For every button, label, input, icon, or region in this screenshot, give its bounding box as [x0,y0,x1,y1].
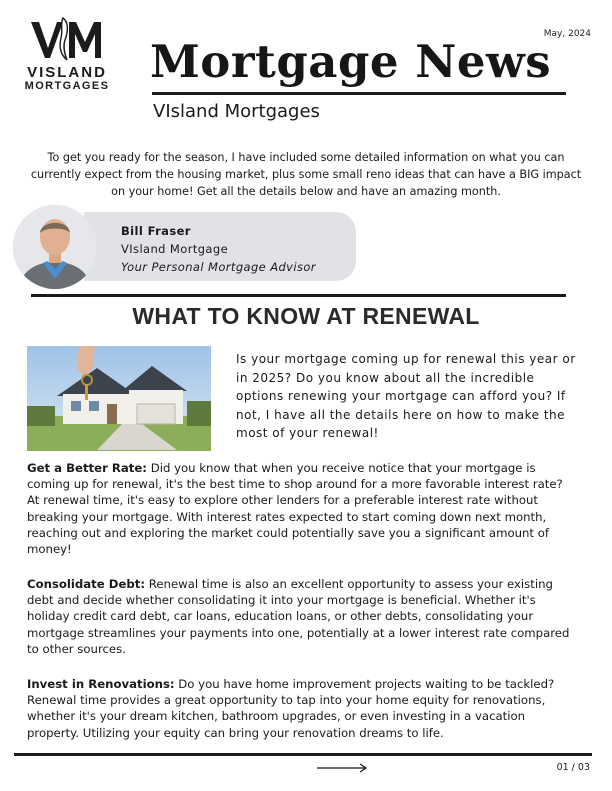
brand-logo [15,16,119,96]
paragraph-better-rate [27,460,575,557]
advisor-company: VIsland Mortgage [121,242,229,256]
paragraph-label: Invest in Renovations: [27,677,175,691]
section-divider [31,294,566,297]
paragraph-label: Get a Better Rate: [27,461,147,475]
logo-wordmark: VISLAND [27,64,107,81]
paragraph-text: Do you have home improvement projects waiting to be tackled? Renewal time provides a great opportunity to tap into your home equity for renovations, whether it's your dream kitchen, bathroom upgrades, or even investing in a vacation property. Utilizing your equity can bring your renovation dreams to life. [27,677,555,740]
advisor-photo [13,205,97,289]
next-page-arrow-icon[interactable] [317,763,369,773]
intro-paragraph: To get you ready for the season, I have included some detailed information on what you can currently expect from the housing market, plus some small reno ideas that can have a BIG impact on your home! Get all the details below and have an amazing month. [30,151,582,198]
page-number: 01 / 03 [556,762,590,773]
paragraph-consolidate-debt [27,576,575,657]
logo-subwordmark: MORTGAGES [24,80,110,92]
house-keys-image [27,346,211,451]
vm-logo-mark-icon [29,16,105,62]
paragraph-text: Renewal time is also an excellent opportunity to assess your existing debt and decide whether consolidating it into your mortgage is beneficial. Whether it's holiday credit card debt, car loans, education loans, or other debts, consolidating your mortgage streamlines your payments into one, potentially at a lower interest rate compared to other sources. [27,577,570,656]
paragraph-text: Did you know that when you receive notice that your mortgage is coming up for renewal, it's the best time to shop around for a more favorable interest rate? At renewal time, it's easy to explore other lenders for a preferable interest rate without breaking your mortgage. With interest rates expected to start coming down next month, reaching out and exploring the market could potentially save you a significant amount of money! [27,461,563,557]
advisor-role: Your Personal Mortgage Advisor [121,260,316,274]
paragraph-label: Consolidate Debt: [27,577,146,591]
issue-date: May, 2024 [543,29,591,39]
title-divider [152,92,566,95]
paragraph-renovations [27,676,575,741]
advisor-info [121,222,316,276]
section-heading: WHAT TO KNOW AT RENEWAL [132,303,480,329]
advisor-name: Bill Fraser [121,224,191,238]
brand-subtitle: VIsland Mortgages [153,101,320,122]
newsletter-title: Mortgage News [150,35,552,88]
footer-divider [14,753,592,756]
section-lead: Is your mortgage coming up for renewal this year or in 2025? Do you know about all the incredible options renewing your mortgage can afford you? If not, I have all the details here on how to make the most of your renewal! [236,352,576,440]
